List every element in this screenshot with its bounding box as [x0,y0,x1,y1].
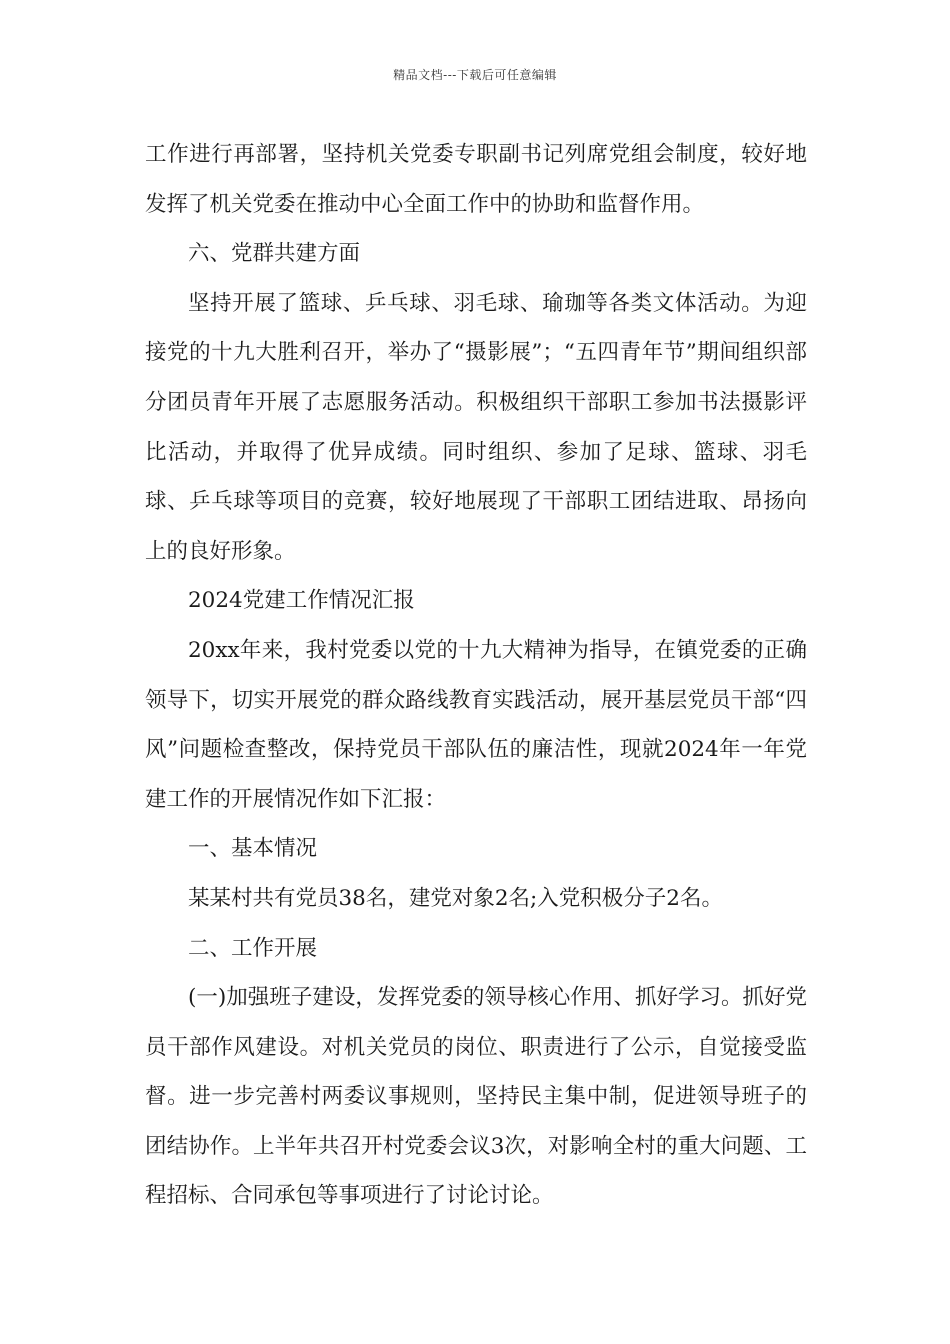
section-heading-basic: 一、基本情况 [188,836,318,862]
section-heading-work: 二、工作开展 [188,935,318,961]
paragraph-intro: 20xx年来，我村党委以党的十九大精神为指导，在镇党委的正确领导下，切实开展党的群众路线教育实践活动，展开基层党员干部“四风”问题检查整改，保持党员干部队伍的廉洁性，现就2024年一年党建工作的开展情况作如下汇报： [145,637,807,812]
section-heading-party-mass: 六、党群共建方面 [188,241,361,267]
page-header: 精品文档---下载后可任意编辑 [393,68,557,82]
paragraph-activities: 坚持开展了篮球、乒乓球、羽毛球、瑜珈等各类文体活动。为迎接党的十九大胜利召开，举办了“摄影展”；“五四青年节”期间组织部分团员青年开展了志愿服务活动。积极组织干部职工参加书法摄影评比活动，并取得了优异成绩。同时组织、参加了足球、篮球、羽毛球、乒乓球等项目的竞赛，较好地展现了干部职工团结进取、昂扬向上的良好形象。 [145,290,807,564]
document-body [145,130,807,1221]
paragraph-team-building: (一)加强班子建设，发挥党委的领导核心作用、抓好学习。抓好党员干部作风建设。对机关党员的岗位、职责进行了公示，自觉接受监督。进一步完善村两委议事规则，坚持民主集中制，促进领导班子的团结协作。上半年共召开村党委会议3次，对影响全村的重大问题、工程招标、合同承包等事项进行了讨论讨论。 [145,985,807,1209]
paragraph-continuation: 工作进行再部署，坚持机关党委专职副书记列席党组会制度，较好地发挥了机关党委在推动中心全面工作中的协助和监督作用。 [145,142,807,217]
paragraph-members: 某某村共有党员38名，建党对象2名;入党积极分子2名。 [188,885,723,911]
report-title: 2024党建工作情况汇报 [188,588,415,614]
